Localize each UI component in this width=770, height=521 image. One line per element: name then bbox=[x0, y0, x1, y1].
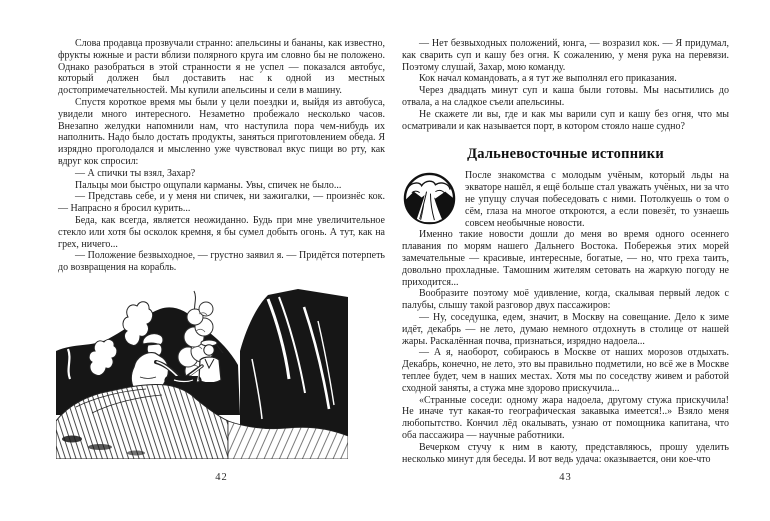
dialog-line: — Положение безвыходное, — грустно заявил я. — Придётся потерпеть до возвращения на корабль. bbox=[58, 250, 385, 274]
left-page bbox=[58, 38, 385, 521]
paragraph: «Странные соседи: одному жара надоела, другому стужа прискучила! Не иначе тут какая-то географическая закавыка имеется!..» Взяло меня любопытство. Кончил лёд окалывать, узнаю от помощника капитана, что оба пассажира — научные работники. bbox=[402, 394, 729, 441]
paragraph: Через двадцать минут суп и каша были готовы. Мы насытились до отвала, а на сладкое съели апельсины. bbox=[402, 85, 729, 108]
dialog-line: — А я, наоборот, собираюсь в Москве от наших морозов отдыхать. Декабрь, конечно, не лето, это вы правильно подметили, но всё же в Москве теплее будет, чем в наших местах. Хотя мы по соседству живем и работой сходной заняты, а стужа мне здорово прискучила... bbox=[402, 347, 729, 394]
paragraph: Беда, как всегда, является неожиданно. Будь при мне увеличительное стекло или хотя бы осколок кремня, я бы сумел добыть огонь. А тут, как на грех, ничего... bbox=[58, 214, 385, 250]
paragraph: Вообразите поэтому моё удивление, когда, скалывая первый ледок с палубы, слышу такой разговор двух пассажиров: bbox=[402, 288, 729, 312]
paragraph: Слова продавца прозвучали странно: апельсины и бананы, как известно, фрукты южные и расти вблизи полярного круга им словно бы не положено. Однако разобраться в этой странности я не успел — показался автобус, который должен был доставить нас к одной из местных достопримечательностей. Мы купили апельсины и сели в машину. bbox=[58, 38, 385, 97]
dialog-line: — А спички ты взял, Захар? bbox=[75, 167, 196, 179]
section-opening bbox=[402, 170, 729, 229]
question-paragraph: Не скажете ли вы, где и как мы варили суп и кашу без огня, что мы осматривали и как называется порт, в котором стояло наше судно? bbox=[402, 108, 729, 132]
page-number: 43 bbox=[559, 472, 572, 483]
dialog-line: — Нет безвыходных положений, юнга, — возразил кок. — Я придумал, как сварить суп и кашу без огня. К сожалению, у меня рука на перевязи. Поэтому слушай, Захар, мою команду. bbox=[402, 38, 729, 73]
geyser-vignette-icon bbox=[402, 171, 457, 226]
section-heading: Дальневосточные истопники bbox=[467, 146, 664, 163]
dialog-line: — Ну, соседушка, едем, значит, в Москву на совещание. Дело к зиме идёт, декабрь — не лето, думаю немного отдохнуть в столице от нашей жары. Раскалённая почва, признаться, изрядно надоела... bbox=[402, 311, 729, 347]
right-page bbox=[402, 38, 729, 521]
dialog-line: — Представь себе, и у меня ни спичек, ни зажигалки, — произнёс кок. — Напрасно я бросил курить... bbox=[58, 191, 385, 215]
paragraph: Вечерком стучу к ним в каюту, представляюсь, прошу уделить несколько минут для беседы. И вот ведь удача: оказывается, они кое-что bbox=[402, 441, 729, 465]
paragraph: Спустя короткое время мы были у цели поездки и, выйдя из автобуса, увидели много интересного. Незаметно пробежало несколько часов. Внезапно желудки напомнили нам, что наступила пора чем-нибудь их наполнить. Надо было достать продукты, заняться приготовлением обеда. Я изрядно проголодался и мысленно уже чувствовал вкус пищи во рту, как вдруг кок спросил: bbox=[58, 96, 385, 167]
paragraph: Пальцы мои быстро ощупали карманы. Увы, спичек не было... bbox=[75, 179, 342, 191]
cooking-on-steam-vents-illustration bbox=[56, 287, 348, 459]
paragraph: Именно такие новости дошли до меня во время одного осеннего плавания по морям нашего Дальнего Востока. Побережья этих морей замечательные — красивые, интересные, богатые, — но, что греха таить, довольно прохладные. Тамошним жителям сетовать на жаркую погоду не приходится... bbox=[402, 229, 729, 288]
page-number: 42 bbox=[215, 472, 228, 483]
paragraph: Кок начал командовать, а я тут же выполнял его приказания. bbox=[419, 73, 677, 85]
paragraph: После знакомства с молодым учёным, который льды на экваторе нашёл, я ещё больше стал уважать учёных, ни за что не упущу случая побеседовать с ними. Потолкуешь о том о сём, глаза на многое откроются, а если повезёт, то узнаешь совсем необычные новости. bbox=[465, 170, 729, 229]
